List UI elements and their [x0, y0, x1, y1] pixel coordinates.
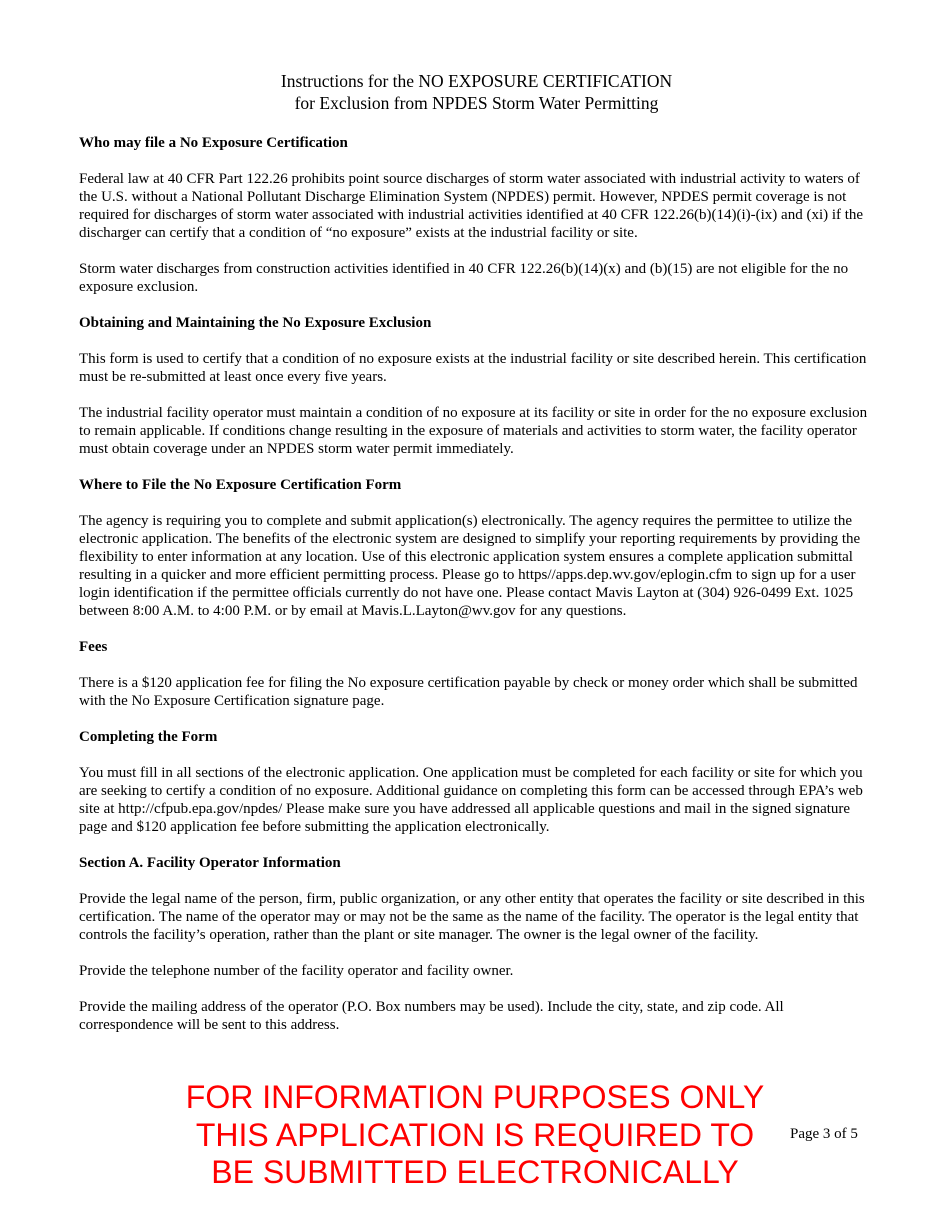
paragraph: This form is used to certify that a condition of no exposure exists at the industrial facility or site described herein. This certification must be re-submitted at least once every five years.: [79, 351, 867, 385]
section-heading-completing-form: Completing the Form: [79, 729, 218, 745]
paragraph: Provide the telephone number of the facility operator and facility owner.: [79, 963, 514, 979]
paragraph: The agency is requiring you to complete and submit application(s) electronically. The agency requires the permittee to utilize the electronic application. The benefits of the electronic system are designed to simplify your reporting requirements by providing the flexibility to enter information at any location. Use of this electronic application system ensures a complete application submittal resulting in a quicker and more efficient permitting process. Please go to https//apps.dep.wv.gov/eplogin.cfm to sign up for a user login identification if the permittee officials currently do not have one. Please contact Mavis Layton at (304) 926-0499 Ext. 1025 between 8:00 A.M. to 4:00 P.M. or by email at Mavis.L.Layton@wv.gov for any questions.: [79, 513, 861, 619]
notice-line-3: BE SUBMITTED ELECTRONICALLY: [211, 1154, 739, 1190]
title-line-2: for Exclusion from NPDES Storm Water Permitting: [294, 93, 659, 113]
paragraph: Provide the legal name of the person, firm, public organization, or any other entity that operates the facility or site described in this certification. The name of the operator may or may not be the same as the name of the facility. The operator is the legal entity that controls the facility’s operation, rather than the plant or site manager. The owner is the legal owner of the facility.: [79, 891, 865, 943]
section-heading-section-a: Section A. Facility Operator Information: [79, 855, 341, 871]
paragraph: Federal law at 40 CFR Part 122.26 prohibits point source discharges of storm water associated with industrial activity to waters of the U.S. without a National Pollutant Discharge Elimination System (NPDES) permit. However, NPDES permit coverage is not required for discharges of storm water associated with industrial activities identified at 40 CFR 122.26(b)(14)(i)-(ix) and (xi) if the discharger can certify that a condition of “no exposure” exists at the industrial facility or site.: [79, 171, 864, 241]
paragraph: Storm water discharges from construction activities identified in 40 CFR 122.26(b)(14)(x) and (b)(15) are not eligible for the no exposure exclusion.: [79, 261, 849, 295]
section-heading-where-to-file: Where to File the No Exposure Certification Form: [79, 477, 402, 493]
document-body: [79, 70, 874, 1052]
page-title: [79, 70, 874, 114]
title-line-1: Instructions for the NO EXPOSURE CERTIFICATION: [280, 71, 673, 91]
paragraph: You must fill in all sections of the electronic application. One application must be completed for each facility or site for which you are seeking to certify a condition of no exposure. Additional guidance on completing this form can be accessed through EPA’s web site at http://cfpub.epa.gov/npdes/ Please make sure you have addressed all applicable questions and mail in the signed signature page and $120 application fee before submitting the application electronically.: [79, 765, 863, 835]
notice-line-1: FOR INFORMATION PURPOSES ONLY: [185, 1079, 765, 1115]
paragraph: Provide the mailing address of the operator (P.O. Box numbers may be used). Include the city, state, and zip code. All correspondence will be sent to this address.: [79, 999, 784, 1033]
page-number: Page 3 of 5: [790, 1126, 858, 1142]
notice-line-2: THIS APPLICATION IS REQUIRED TO: [195, 1116, 755, 1153]
section-heading-who-may-file: Who may file a No Exposure Certification: [79, 135, 348, 151]
paragraph: The industrial facility operator must maintain a condition of no exposure at its facility or site in order for the no exposure exclusion to remain applicable. If conditions change resulting in the exposure of materials and activities to storm water, the facility operator must obtain coverage under an NPDES storm water permit immediately.: [79, 405, 868, 457]
section-heading-fees: Fees: [79, 639, 108, 655]
section-heading-obtaining-maintaining: Obtaining and Maintaining the No Exposure Exclusion: [79, 315, 432, 331]
information-notice: [160, 1079, 790, 1192]
paragraph: There is a $120 application fee for filing the No exposure certification payable by check or money order which shall be submitted with the No Exposure Certification signature page.: [79, 675, 858, 709]
